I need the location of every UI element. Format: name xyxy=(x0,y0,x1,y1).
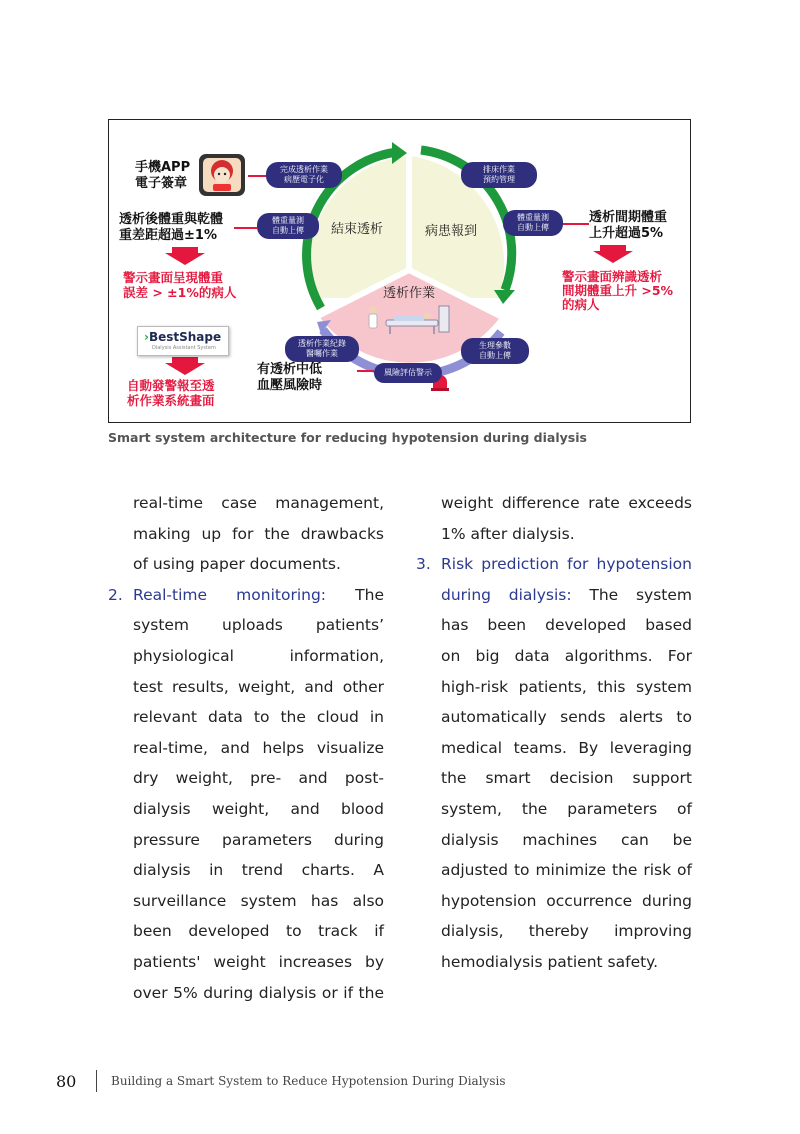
bestshape-tagline: Dialysis Assistant System xyxy=(152,345,216,351)
footer-divider xyxy=(96,1070,97,1092)
text-line: 1% after dialysis. xyxy=(441,524,575,543)
text-line: surveillance system has also xyxy=(133,891,384,910)
text-line: making up for the drawbacks xyxy=(133,524,384,543)
pill-risk-alert: 風險評估警示 xyxy=(374,363,442,383)
text-line: The system xyxy=(571,585,693,604)
text-line: patients' weight increases by xyxy=(133,952,384,971)
bestshape-logo-text: BestShape xyxy=(148,330,222,344)
text-line: hypotension occurrence during xyxy=(441,891,692,910)
label-app-sign: 手機APP 電子簽章 xyxy=(135,160,191,191)
label-inter-weight: 透析間期體重 上升超過5% xyxy=(589,210,668,241)
text-line: adjusted to minimize the risk of xyxy=(441,861,692,880)
label-post-weight-alert: 警示畫面呈現體重 誤差 > ±1%的病人 xyxy=(123,270,237,300)
text-line: system, the parameters of xyxy=(441,799,692,818)
list-heading: Real-time monitoring: xyxy=(133,585,327,604)
sector-label-dialysis-work: 透析作業 xyxy=(383,286,436,301)
red-down-arrow-3 xyxy=(165,357,205,375)
text-line: relevant data to the cloud in xyxy=(133,708,384,727)
paragraph-continued-right xyxy=(416,488,692,549)
label-auto-alert: 自動發警報至透 析作業系統畫面 xyxy=(127,378,215,408)
left-column xyxy=(108,488,384,1008)
red-down-arrow-1 xyxy=(165,247,205,265)
right-column xyxy=(416,488,692,978)
text-line: The xyxy=(326,585,384,604)
text-line: over 5% during dialysis or if the xyxy=(133,983,384,1002)
text-line: on big data algorithms. For xyxy=(441,646,692,665)
text-line: test results, weight, and other xyxy=(133,677,384,696)
text-line: dialysis machines can be xyxy=(441,830,692,849)
mobile-app-icon xyxy=(199,154,245,196)
bestshape-logo: ›BestShape Dialysis Assistant System xyxy=(137,326,229,356)
paragraph-continued xyxy=(108,488,384,580)
text-line: dialysis, thereby improving xyxy=(441,922,692,941)
pill-weight-upload-left: 體重量測 自動上傳 xyxy=(257,213,319,239)
list-number: 2. xyxy=(108,585,123,604)
text-line: of using paper documents. xyxy=(133,555,341,574)
running-title: Building a Smart System to Reduce Hypotension During Dialysis xyxy=(111,1074,506,1088)
label-post-weight: 透析後體重與乾體 重差距超過±1% xyxy=(119,212,224,243)
text-line: physiological information, xyxy=(133,646,384,665)
text-line: the smart decision support xyxy=(441,769,692,788)
pill-scheduling: 排床作業 預約管理 xyxy=(461,162,537,188)
text-line: real-time case management, xyxy=(133,494,384,512)
text-line: pressure parameters during xyxy=(133,830,384,849)
list-item-2 xyxy=(108,580,384,1008)
sector-label-end-dialysis: 結束透析 xyxy=(331,222,384,237)
figure-caption: Smart system architecture for reducing hypotension during dialysis xyxy=(108,430,587,445)
text-line: been developed to track if xyxy=(133,922,384,941)
text-line: has been developed based xyxy=(441,616,692,635)
text-line: system uploads patients’ xyxy=(133,616,384,635)
list-item-3 xyxy=(416,549,692,977)
page-number: 80 xyxy=(56,1072,77,1091)
text-line: dry weight, pre- and post- xyxy=(133,769,384,788)
text-line: dialysis in trend charts. A xyxy=(133,861,384,880)
text-line: automatically sends alerts to xyxy=(441,708,692,727)
text-line: weight difference rate exceeds xyxy=(441,494,692,512)
red-down-arrow-2 xyxy=(593,245,633,263)
pill-weight-upload-right: 體重量測 自動上傳 xyxy=(503,210,563,236)
text-line: medical teams. By leveraging xyxy=(441,738,692,757)
list-heading-cont: during dialysis: xyxy=(441,585,572,604)
pill-dialysis-record: 透析作業紀錄 醫囑作業 xyxy=(285,336,359,362)
list-heading: Risk prediction for hypotension xyxy=(441,555,692,574)
pill-complete-record: 完成透析作業 病歷電子化 xyxy=(266,162,342,188)
architecture-figure xyxy=(108,119,691,423)
text-line: real-time, and helps visualize xyxy=(133,738,384,757)
text-line: high-risk patients, this system xyxy=(441,677,692,696)
pill-physio-upload: 生理參數 自動上傳 xyxy=(461,338,529,364)
label-inter-weight-alert: 警示畫面辨識透析 間期體重上升 >5% 的病人 xyxy=(562,269,674,312)
text-line: dialysis weight, and blood xyxy=(133,799,384,818)
list-number: 3. xyxy=(416,555,431,574)
text-line: hemodialysis patient safety. xyxy=(441,952,659,971)
sector-label-check-in: 病患報到 xyxy=(425,224,478,239)
label-hypotension-risk: 有透析中低 血壓風險時 xyxy=(257,362,323,393)
